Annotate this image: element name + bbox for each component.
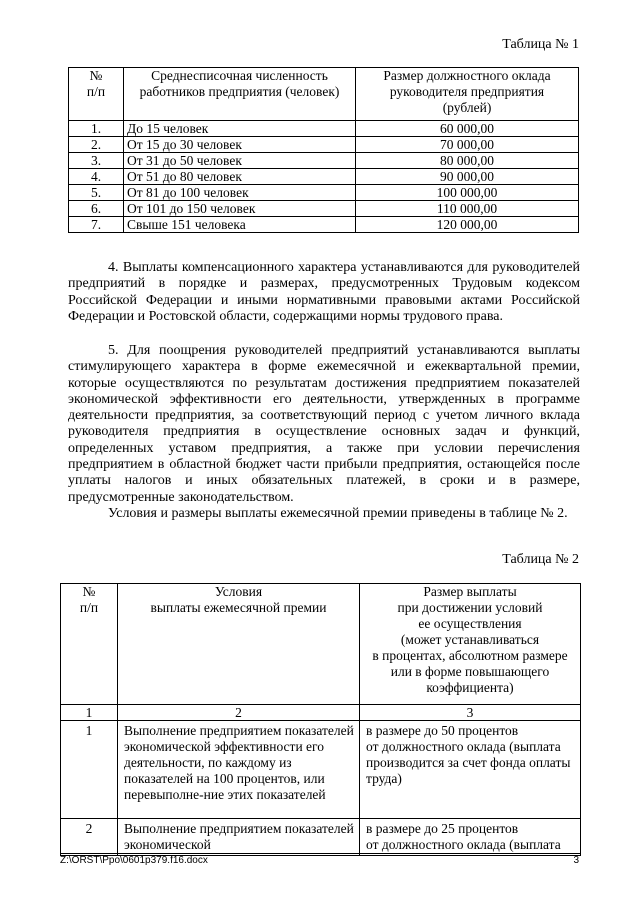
table2-caption: Таблица № 2 (502, 552, 579, 567)
table-row (69, 201, 579, 217)
row-headcount: До 15 человек (124, 121, 356, 137)
row-number: 1 (61, 721, 118, 819)
footer-divider (60, 853, 581, 854)
row-number: 3. (69, 153, 124, 169)
row-payment: в размере до 50 процентов от должностного оклада (выплата производится за счет фонда оплаты труда) (360, 721, 581, 819)
table-row (61, 819, 581, 856)
paragraph-incentive: 5. Для поощрения руководителей предприятий устанавливаются выплаты стимулирующего характера в форме ежемесячной и ежеквартальной премии, которые осуществляются по результатам достижения предприятием показателей экономической эффективности его деятельности, утвержденных в программе деятельности предприятия, за соответствующий период с учетом личного вклада руководителя предприятия в осуществление основных задач и функций, определенных уставом предприятия, а также при условии перечисления предприятием в областной бюджет части прибыли предприятия, остающейся после уплаты налогов и иных обязательных платежей, в сроки и в размере, предусмотренные законодательством. (68, 343, 580, 505)
row-condition: Выполнение предприятием показателей экономической (118, 819, 360, 856)
table-row (61, 721, 581, 819)
header-number: № п/п (61, 584, 118, 705)
row-payment: в размере до 25 процентов от должностного оклада (выплата (360, 819, 581, 856)
row-salary: 90 000,00 (356, 169, 579, 185)
row-number: 5. (69, 185, 124, 201)
row-salary: 60 000,00 (356, 121, 579, 137)
paragraph-table2-intro: Условия и размеры выплаты ежемесячной премии приведены в таблице № 2. (108, 506, 568, 521)
row-headcount: От 15 до 30 человек (124, 137, 356, 153)
header-headcount: Среднесписочная численность работников предприятия (человек) (124, 68, 356, 121)
row-number: 4. (69, 169, 124, 185)
column-number: 3 (360, 705, 581, 721)
page-number: 3 (573, 855, 579, 866)
row-headcount: От 31 до 50 человек (124, 153, 356, 169)
row-headcount: От 81 до 100 человек (124, 185, 356, 201)
header-payment-size: Размер выплаты при достижении условий ее осуществления (может устанавливаться в процентах, абсолютном размере или в форме повышающего коэффициента) (360, 584, 581, 705)
bonus-table (60, 583, 581, 856)
row-headcount: От 101 до 150 человек (124, 201, 356, 217)
table-header-row (61, 584, 581, 705)
row-headcount: Свыше 151 человека (124, 217, 356, 233)
row-number: 2. (69, 137, 124, 153)
row-salary: 110 000,00 (356, 201, 579, 217)
row-salary: 120 000,00 (356, 217, 579, 233)
table-row (69, 217, 579, 233)
column-number: 2 (118, 705, 360, 721)
header-conditions: Условия выплаты ежемесячной премии (118, 584, 360, 705)
header-number: № п/п (69, 68, 124, 121)
paragraph-compensation: 4. Выплаты компенсационного характера устанавливаются для руководителей предприятий в порядке и размерах, предусмотренных Трудовым кодексом Российской Федерации и иными нормативными правовыми актами Российской Федерации и Ростовской области, содержащими нормы трудового права. (68, 260, 580, 324)
row-salary: 80 000,00 (356, 153, 579, 169)
row-headcount: От 51 до 80 человек (124, 169, 356, 185)
table-row (69, 137, 579, 153)
table-row (69, 169, 579, 185)
table-header-row (69, 68, 579, 121)
header-salary: Размер должностного оклада руководителя предприятия (рублей) (356, 68, 579, 121)
row-number: 7. (69, 217, 124, 233)
column-number: 1 (61, 705, 118, 721)
row-condition: Выполнение предприятием показателей экономической эффективности его деятельности, по каждому из показателей на 100 процентов, или перевыполне-ние этих показателей (118, 721, 360, 819)
row-salary: 70 000,00 (356, 137, 579, 153)
row-salary: 100 000,00 (356, 185, 579, 201)
salary-table (68, 67, 579, 233)
column-number-row (61, 705, 581, 721)
row-number: 1. (69, 121, 124, 137)
table-row (69, 185, 579, 201)
table-row (69, 153, 579, 169)
table-row (69, 121, 579, 137)
table1-caption: Таблица № 1 (502, 37, 579, 52)
row-number: 2 (61, 819, 118, 856)
footer-file-path: Z:\ORST\Ppo\0601p379.f16.docx (60, 855, 208, 866)
row-number: 6. (69, 201, 124, 217)
